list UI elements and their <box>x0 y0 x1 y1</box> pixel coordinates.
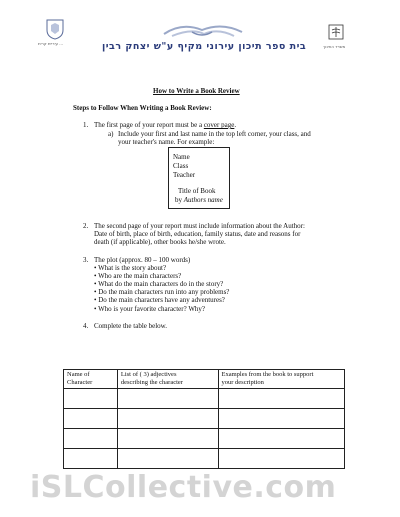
example-book-title: Title of Book <box>178 187 216 195</box>
header-adjectives: List of ( 3) adjectives describing the character <box>117 370 218 389</box>
table-row <box>64 449 345 469</box>
step2-line3: death (if applicable), other books he/she wrote. <box>94 238 226 246</box>
table-row <box>64 429 345 449</box>
example-name: Name <box>173 153 190 161</box>
step1-sub-line1: Include your first and last name in the top left corner, your class, and <box>118 130 311 138</box>
table-cell[interactable] <box>117 449 218 469</box>
character-table <box>63 369 345 469</box>
step1-number: 1. <box>83 121 89 129</box>
header-examples: Examples from the book to support your description <box>218 370 345 389</box>
handshake-emblem <box>162 20 244 42</box>
step1-sub-line2: your teacher's name. For example: <box>118 138 215 146</box>
table-row <box>64 389 345 409</box>
school-name: בית ספר תיכון עירוני מקיף ע"ש יצחק רבין <box>102 41 307 52</box>
table-cell[interactable] <box>218 429 345 449</box>
plot-question: • What is the story about? <box>94 264 167 272</box>
plot-question: • Who is your favorite character? Why? <box>94 305 206 313</box>
table-header-row <box>64 370 345 389</box>
step4-number: 4. <box>83 322 89 330</box>
steps-heading: Steps to Follow When Writing a Book Review: <box>73 104 212 112</box>
table-cell[interactable] <box>64 449 118 469</box>
table-cell[interactable] <box>218 409 345 429</box>
step2-number: 2. <box>83 222 89 230</box>
plot-question: • Do the main characters run into any problems? <box>94 288 230 296</box>
example-teacher: Teacher <box>173 171 196 179</box>
plot-question: • Who are the main characters? <box>94 272 182 280</box>
example-author-name: Authors name <box>183 196 223 204</box>
left-logo-caption: עיריית קרית ... <box>38 41 64 46</box>
header-name-of-character: Name of Character <box>64 370 118 389</box>
step3-line1: The plot (approx. 80 – 100 words) <box>94 256 191 264</box>
page-title: How to Write a Book Review <box>153 87 240 95</box>
cover-page-link: cover page <box>203 121 235 129</box>
table-cell[interactable] <box>117 429 218 449</box>
step2-line1: The second page of your report must include information about the Author: <box>94 222 305 230</box>
step1-text-before: The first page of your report must be a <box>94 121 204 129</box>
left-school-logo <box>44 18 66 40</box>
step1-text <box>94 121 236 130</box>
ministry-emblem <box>326 24 346 42</box>
example-by: by <box>175 196 184 204</box>
table-cell[interactable] <box>64 409 118 429</box>
table-cell[interactable] <box>64 389 118 409</box>
step1-text-after: . <box>234 121 237 129</box>
step4-text: Complete the table below. <box>94 322 168 330</box>
example-cover-box <box>168 147 230 209</box>
step1-sub-marker: a) <box>108 130 114 138</box>
watermark: iSLCollective.com <box>30 470 337 505</box>
example-class: Class <box>173 162 189 170</box>
right-logo-caption: משרד החינוך <box>323 44 346 49</box>
table-cell[interactable] <box>218 389 345 409</box>
step2-line2: Date of birth, place of birth, education, family status, date and reasons for <box>94 230 301 238</box>
table-row <box>64 409 345 429</box>
plot-question: • Do the main characters have any adventures? <box>94 296 225 304</box>
table-cell[interactable] <box>117 409 218 429</box>
table-cell[interactable] <box>64 429 118 449</box>
example-author-line <box>175 196 223 205</box>
table-cell[interactable] <box>117 389 218 409</box>
table-cell[interactable] <box>218 449 345 469</box>
step3-number: 3. <box>83 256 89 264</box>
plot-question: • What do the main characters do in the story? <box>94 280 224 288</box>
